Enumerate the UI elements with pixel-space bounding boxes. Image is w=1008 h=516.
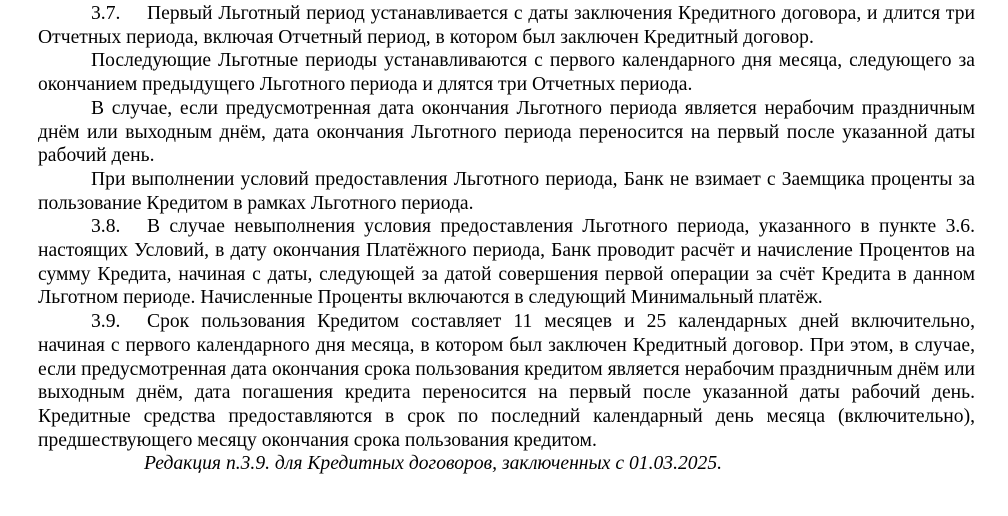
clause-number: 3.8. <box>91 216 121 238</box>
paragraph-3-7 <box>38 2 975 49</box>
paragraph-3-7-interest-waiver <box>38 168 975 215</box>
clause-number: 3.9. <box>91 311 121 333</box>
paragraph-3-8 <box>38 215 975 310</box>
paragraph-3-7-holiday-rule <box>38 97 975 168</box>
paragraph-text: При выполнении условий предоставления Льготного периода, Банк не взимает с Заемщика проценты за пользование Кредитом в рамках Льготного периода. <box>38 168 975 214</box>
paragraph-text: Первый Льготный период устанавливается с даты заключения Кредитного договора, и длится три Отчетных периода, включая Отчетный период, в котором был заключен Кредитный договор. <box>38 3 975 48</box>
paragraph-3-7-subsequent-periods <box>38 49 975 96</box>
clause-number: 3.7. <box>91 3 121 24</box>
paragraph-3-9 <box>38 310 975 452</box>
paragraph-text: Последующие Льготные периоды устанавливаются с первого календарного дня месяца, следующего за окончанием предыдущего Льготного периода и длятся три Отчетных периода. <box>38 50 975 96</box>
paragraph-text: В случае, если предусмотренная дата окончания Льготного периода является нерабочим праздничным днём или выходным днём, дата окончания Льготного периода переносится на первый после указанной даты рабочий день. <box>38 97 975 167</box>
paragraph-text: В случае невыполнения условия предоставления Льготного периода, указанного в пункте 3.6. настоящих Условий, в дату окончания Платёжного периода, Банк проводит расчёт и начисление Процентов на сумму Кредита, начиная с даты, следующей за датой совершения первой операции за счёт Кредита в данном Льготном периоде. Начисленные Проценты включаются в следующий Минимальный платёж. <box>38 216 975 309</box>
paragraph-text: Срок пользования Кредитом составляет 11 месяцев и 25 календарных дней включительно, начиная с первого календарного дня месяца, в котором был заключен Кредитный договор. При этом, в случае, если предусмотренная дата окончания срока пользования кредитом является нерабочим праздничным днём или выходным днём, дата погашения кредита переносится на первый после указанной даты рабочий день. Кредитные средства предоставляются в срок по последний календарный день месяца (включительно), предшествующего месяцу окончания срока пользования кредитом. <box>38 311 975 451</box>
revision-note: Редакция п.3.9. для Кредитных договоров, заключенных с 01.03.2025. <box>144 453 723 475</box>
document-body <box>38 2 975 476</box>
